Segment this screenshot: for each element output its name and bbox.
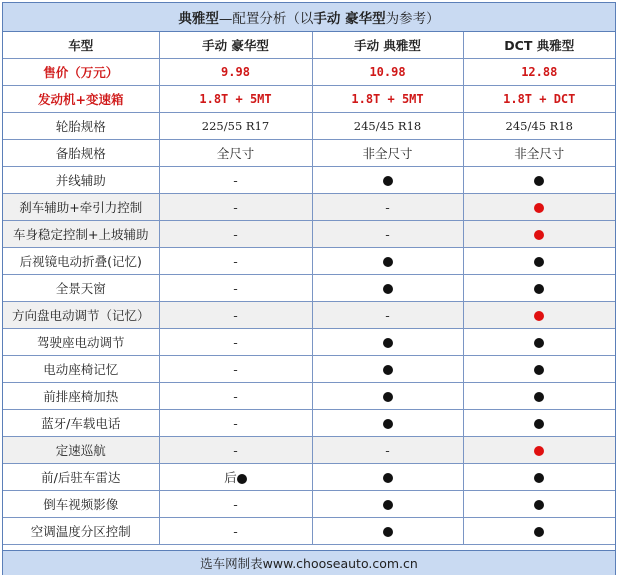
feature-label: 备胎规格 bbox=[3, 140, 159, 167]
table-row bbox=[3, 518, 615, 545]
standard-dot-icon bbox=[383, 365, 393, 375]
standard-dot-icon bbox=[237, 474, 247, 484]
feature-label: 倒车视频影像 bbox=[3, 491, 159, 518]
feature-label: 刹车辅助+牵引力控制 bbox=[3, 194, 159, 221]
feature-cell bbox=[463, 329, 615, 356]
standard-dot-icon bbox=[383, 473, 393, 483]
header-manual-luxury: 手动 豪华型 bbox=[159, 32, 312, 59]
table-row bbox=[3, 464, 615, 491]
feature-cell bbox=[463, 302, 615, 329]
price-row bbox=[3, 59, 615, 86]
not-available-dash: - bbox=[233, 496, 238, 512]
feature-cell bbox=[312, 518, 463, 545]
standard-dot-icon bbox=[534, 365, 544, 375]
table-row bbox=[3, 167, 615, 194]
feature-cell bbox=[159, 410, 312, 437]
feature-cell bbox=[463, 221, 615, 248]
feature-label: 并线辅助 bbox=[3, 167, 159, 194]
table-row bbox=[3, 248, 615, 275]
table-row bbox=[3, 491, 615, 518]
standard-dot-icon bbox=[534, 338, 544, 348]
table-row bbox=[3, 329, 615, 356]
feature-cell bbox=[159, 491, 312, 518]
feature-cell bbox=[312, 194, 463, 221]
feature-cell: 225/55 R17 bbox=[159, 113, 312, 140]
feature-cell bbox=[312, 329, 463, 356]
feature-cell bbox=[159, 437, 312, 464]
not-available-dash: - bbox=[385, 442, 390, 458]
standard-dot-icon bbox=[534, 500, 544, 510]
standard-dot-icon bbox=[383, 392, 393, 402]
standard-dot-icon bbox=[383, 176, 393, 186]
not-available-dash: - bbox=[233, 172, 238, 188]
table-row bbox=[3, 221, 615, 248]
feature-cell bbox=[159, 194, 312, 221]
standard-dot-icon bbox=[534, 473, 544, 483]
feature-label: 方向盘电动调节（记忆） bbox=[3, 302, 159, 329]
not-available-dash: - bbox=[233, 307, 238, 323]
not-available-dash: - bbox=[233, 442, 238, 458]
feature-label: 轮胎规格 bbox=[3, 113, 159, 140]
not-available-dash: - bbox=[385, 226, 390, 242]
feature-label: 蓝牙/车载电话 bbox=[3, 410, 159, 437]
standard-dot-icon bbox=[534, 176, 544, 186]
standard-red-dot-icon bbox=[534, 446, 544, 456]
not-available-dash: - bbox=[233, 415, 238, 431]
footer-credit: 选车网制表www.chooseauto.com.cn bbox=[3, 550, 615, 575]
feature-cell bbox=[463, 437, 615, 464]
feature-cell bbox=[159, 464, 312, 491]
not-available-dash: - bbox=[233, 388, 238, 404]
config-table bbox=[3, 32, 615, 545]
feature-cell bbox=[159, 356, 312, 383]
standard-red-dot-icon bbox=[534, 311, 544, 321]
feature-label: 前/后驻车雷达 bbox=[3, 464, 159, 491]
header-row bbox=[3, 32, 615, 59]
feature-cell bbox=[463, 194, 615, 221]
feature-label: 前排座椅加热 bbox=[3, 383, 159, 410]
not-available-dash: - bbox=[233, 253, 238, 269]
not-available-dash: - bbox=[233, 226, 238, 242]
standard-dot-icon bbox=[534, 527, 544, 537]
not-available-dash: - bbox=[385, 307, 390, 323]
feature-cell bbox=[312, 464, 463, 491]
feature-cell bbox=[312, 275, 463, 302]
header-manual-elegant: 手动 典雅型 bbox=[312, 32, 463, 59]
price-value: 10.98 bbox=[312, 59, 463, 86]
feature-cell bbox=[312, 491, 463, 518]
feature-cell: 非全尺寸 bbox=[312, 140, 463, 167]
not-available-dash: - bbox=[233, 361, 238, 377]
feature-cell bbox=[159, 221, 312, 248]
not-available-dash: - bbox=[233, 199, 238, 215]
title-trim: 典雅型 bbox=[178, 11, 219, 27]
feature-cell bbox=[463, 383, 615, 410]
feature-label: 驾驶座电动调节 bbox=[3, 329, 159, 356]
feature-cell bbox=[463, 491, 615, 518]
engine-value: 1.8T + DCT bbox=[463, 86, 615, 113]
feature-label: 空调温度分区控制 bbox=[3, 518, 159, 545]
price-value: 9.98 bbox=[159, 59, 312, 86]
standard-red-dot-icon bbox=[534, 203, 544, 213]
feature-cell bbox=[312, 383, 463, 410]
table-row bbox=[3, 302, 615, 329]
price-value: 12.88 bbox=[463, 59, 615, 86]
feature-cell bbox=[312, 248, 463, 275]
standard-dot-icon bbox=[383, 500, 393, 510]
feature-cell bbox=[463, 410, 615, 437]
standard-dot-icon bbox=[534, 419, 544, 429]
table-row bbox=[3, 275, 615, 302]
feature-cell: 全尺寸 bbox=[159, 140, 312, 167]
feature-cell bbox=[463, 518, 615, 545]
feature-cell bbox=[463, 248, 615, 275]
standard-dot-icon bbox=[534, 257, 544, 267]
feature-cell bbox=[312, 167, 463, 194]
feature-cell bbox=[312, 356, 463, 383]
feature-cell bbox=[463, 356, 615, 383]
title-middle: —配置分析（以 bbox=[218, 11, 314, 27]
not-available-dash: - bbox=[233, 523, 238, 539]
feature-cell bbox=[159, 167, 312, 194]
header-dct-elegant: DCT 典雅型 bbox=[463, 32, 615, 59]
feature-label: 电动座椅记忆 bbox=[3, 356, 159, 383]
engine-label: 发动机+变速箱 bbox=[3, 86, 159, 113]
feature-label: 全景天窗 bbox=[3, 275, 159, 302]
price-label: 售价（万元） bbox=[3, 59, 159, 86]
feature-cell bbox=[159, 248, 312, 275]
feature-cell: 245/45 R18 bbox=[463, 113, 615, 140]
feature-cell bbox=[463, 275, 615, 302]
standard-dot-icon bbox=[534, 284, 544, 294]
standard-red-dot-icon bbox=[534, 230, 544, 240]
standard-dot-icon bbox=[383, 527, 393, 537]
table-row bbox=[3, 113, 615, 140]
feature-label: 后视镜电动折叠(记忆) bbox=[3, 248, 159, 275]
feature-cell bbox=[312, 410, 463, 437]
feature-cell bbox=[159, 275, 312, 302]
feature-cell bbox=[312, 437, 463, 464]
table-row bbox=[3, 437, 615, 464]
not-available-dash: - bbox=[385, 199, 390, 215]
feature-cell bbox=[463, 464, 615, 491]
engine-value: 1.8T + 5MT bbox=[159, 86, 312, 113]
rear-label: 后 bbox=[224, 470, 237, 485]
engine-value: 1.8T + 5MT bbox=[312, 86, 463, 113]
standard-dot-icon bbox=[383, 257, 393, 267]
feature-label: 定速巡航 bbox=[3, 437, 159, 464]
table-row bbox=[3, 410, 615, 437]
config-table-frame bbox=[2, 2, 616, 575]
feature-cell bbox=[312, 221, 463, 248]
not-available-dash: - bbox=[233, 280, 238, 296]
standard-dot-icon bbox=[383, 419, 393, 429]
standard-dot-icon bbox=[534, 392, 544, 402]
feature-cell: 245/45 R18 bbox=[312, 113, 463, 140]
table-title bbox=[3, 3, 615, 32]
feature-cell: 非全尺寸 bbox=[463, 140, 615, 167]
table-row bbox=[3, 383, 615, 410]
feature-label: 车身稳定控制+上坡辅助 bbox=[3, 221, 159, 248]
feature-cell bbox=[159, 383, 312, 410]
header-model: 车型 bbox=[3, 32, 159, 59]
engine-row bbox=[3, 86, 615, 113]
title-reference: 手动 豪华型 bbox=[313, 11, 386, 27]
standard-dot-icon bbox=[383, 284, 393, 294]
not-available-dash: - bbox=[233, 334, 238, 350]
title-end: 为参考） bbox=[385, 11, 440, 27]
feature-cell bbox=[312, 302, 463, 329]
table-row bbox=[3, 194, 615, 221]
table-row bbox=[3, 356, 615, 383]
feature-cell bbox=[159, 302, 312, 329]
feature-cell bbox=[159, 518, 312, 545]
feature-cell bbox=[463, 167, 615, 194]
standard-dot-icon bbox=[383, 338, 393, 348]
table-row bbox=[3, 140, 615, 167]
feature-cell bbox=[159, 329, 312, 356]
